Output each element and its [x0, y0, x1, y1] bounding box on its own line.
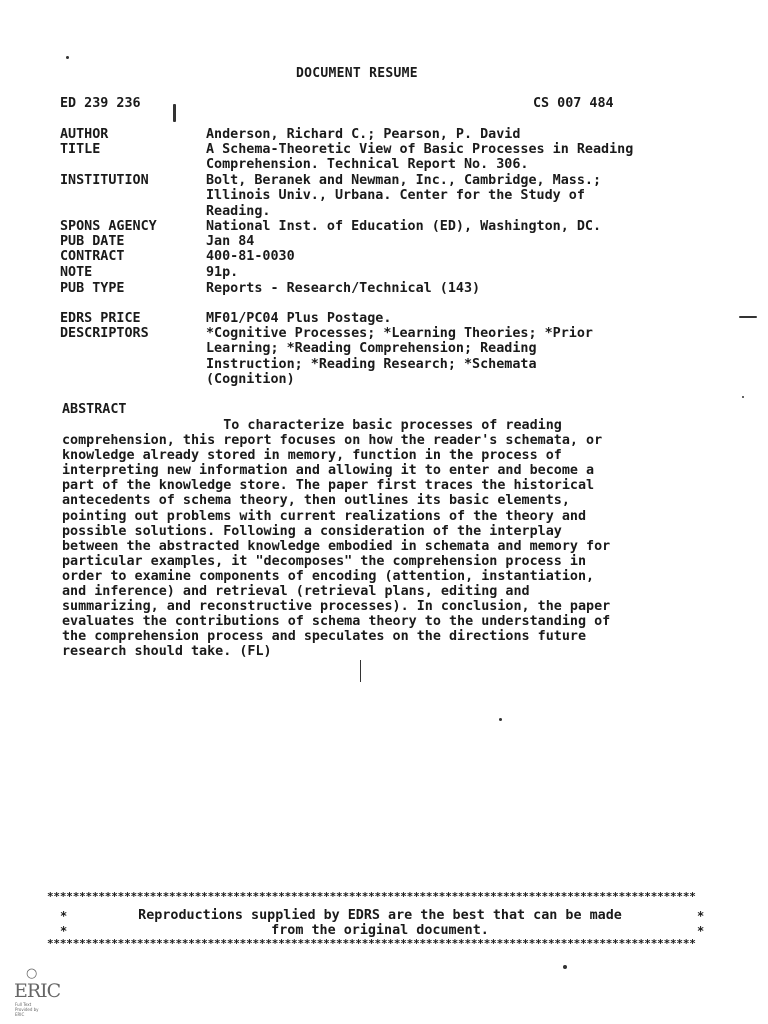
field-label: NOTE [60, 265, 93, 280]
field-value: National Inst. of Education (ED), Washington, DC. [206, 219, 602, 234]
field-label: PUB DATE [60, 234, 125, 249]
side-star-left: * [60, 909, 68, 923]
side-star-left: * [60, 924, 68, 938]
field-label: DESCRIPTORS [60, 326, 149, 341]
field-value: *Cognitive Processes; *Learning Theories; *Prior Learning; *Reading Comprehension; Reading Instruction; *Reading Research; *Schemata (Cognition) [206, 326, 593, 388]
field-value: 400-81-0030 [206, 249, 295, 264]
cs-number: CS 007 484 [533, 96, 614, 111]
scan-artifact [66, 56, 69, 59]
abstract-heading: ABSTRACT [62, 402, 127, 417]
field-value: Anderson, Richard C.; Pearson, P. David [206, 127, 521, 142]
scan-artifact [173, 104, 176, 122]
field-label: CONTRACT [60, 249, 125, 264]
abstract-text: To characterize basic processes of reading comprehension, this report focuses on how the reader's schemata, or knowledge already stored in memory, function in the process of interpreting new information and allowing it to enter and become a part of the knowledge store. The paper first traces the historical antecedents of schema theory, then outlines its basic elements, pointing out problems with current realizations of the theory and possible solutions. Following a consideration of the interplay between the abstracted knowledge embodied in schemata and memory for particular examples, it "decomposes" the comprehension process in order to examine components of encoding (attention, instantiation, and inference) and retrieval (retrieval plans, editing and summarizing, and reconstructive processes). In conclusion, the paper evaluates the contributions of schema theory to the understanding of the comprehension process and speculates on the directions future research should take. (FL) [62, 418, 611, 660]
field-label: TITLE [60, 142, 101, 157]
side-star-right: * [697, 909, 705, 923]
field-label: PUB TYPE [60, 281, 125, 296]
scan-artifact [563, 965, 567, 969]
field-value: Jan 84 [206, 234, 255, 249]
eric-logo-tagline: Full Text Provided by ERIC [15, 1002, 39, 1017]
field-value: A Schema-Theoretic View of Basic Processes in Reading Comprehension. Technical Report No. 306. [206, 142, 634, 173]
star-border-top: ***************************************************************************************************** [47, 892, 696, 902]
field-label: SPONS AGENCY [60, 219, 157, 234]
eric-mark-icon: ○ [26, 966, 38, 981]
scan-artifact [499, 718, 502, 721]
reproduction-line-1: Reproductions supplied by EDRS are the best that can be made [138, 908, 622, 923]
scan-artifact [360, 660, 361, 682]
field-value: Bolt, Beranek and Newman, Inc., Cambridge, Mass.; Illinois Univ., Urbana. Center for the Study of Reading. [206, 173, 602, 219]
document-title: DOCUMENT RESUME [296, 66, 418, 81]
scan-artifact [742, 396, 744, 398]
ed-number: ED 239 236 [60, 96, 141, 111]
field-label: INSTITUTION [60, 173, 149, 188]
reproduction-line-2: from the original document. [271, 923, 489, 938]
field-value: 91p. [206, 265, 239, 280]
scan-artifact [739, 316, 757, 318]
eric-logo [14, 966, 61, 1017]
field-value: Reports - Research/Technical (143) [206, 281, 481, 296]
reproduction-text [50, 908, 710, 938]
field-value: MF01/PC04 Plus Postage. [206, 311, 392, 326]
field-label: EDRS PRICE [60, 311, 141, 326]
field-label: AUTHOR [60, 127, 109, 142]
eric-logo-text: ERIC [14, 980, 61, 1002]
side-star-right: * [697, 924, 705, 938]
star-border-bottom: ***************************************************************************************************** [47, 939, 696, 949]
